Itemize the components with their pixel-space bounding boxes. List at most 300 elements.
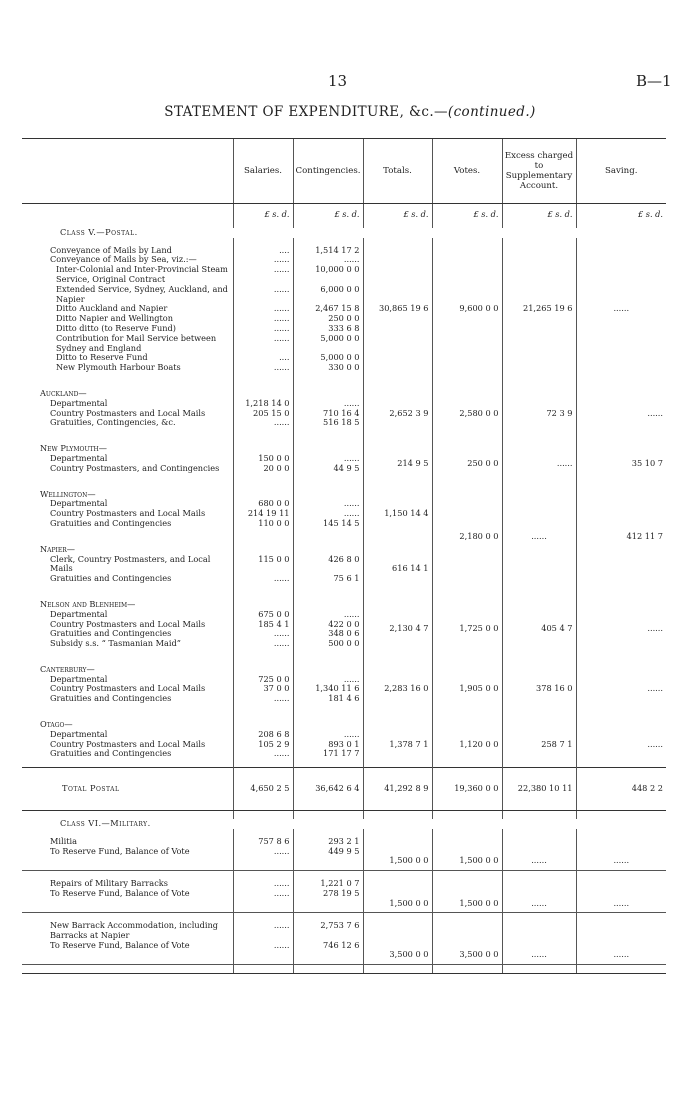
line-item-row (22, 921, 666, 941)
line-item-row (22, 730, 666, 740)
empty-cell (363, 941, 432, 951)
line-item-row (22, 454, 666, 464)
total-sal-value: 4,650 2 5 (233, 768, 293, 811)
spacer-cell (576, 428, 666, 436)
region-heading-row (22, 436, 666, 454)
spacer-cell (293, 704, 363, 712)
spacer-cell (293, 428, 363, 436)
salaries-value: ...... (233, 921, 293, 941)
line-item-label: New Barrack Accommodation, including Barracks at Napier (50, 921, 219, 940)
salaries-value: ...... (233, 285, 293, 305)
spacer-cell (293, 964, 363, 973)
line-item-label: Country Postmasters, and Contingencies (50, 463, 220, 473)
empty-cell (576, 837, 666, 847)
spacer-row (22, 870, 666, 879)
region-heading-row (22, 592, 666, 610)
section-heading: Class VI.—Military. (60, 819, 151, 829)
contingencies-value: 2,467 15 8 (293, 304, 363, 314)
empty-cell (293, 712, 363, 730)
region-heading-row (22, 381, 666, 399)
salaries-value: ...... (233, 418, 293, 428)
contingencies-value: 330 0 0 (293, 363, 363, 373)
line-item-label: Gratuities and Contingencies (50, 574, 172, 584)
spacer-row (22, 829, 666, 837)
spacer-row (22, 704, 666, 712)
line-item-label: Departmental (50, 453, 108, 463)
spacer-cell (432, 704, 502, 712)
spacer-row (22, 913, 666, 922)
salaries-value: ...... (233, 314, 293, 324)
empty-cell (233, 950, 293, 964)
empty-cell (432, 921, 502, 941)
empty-cell (363, 592, 432, 610)
contingencies-value: 1,340 11 6 (293, 684, 363, 694)
empty-cell (233, 381, 293, 399)
spacer-cell (22, 529, 233, 537)
excess-value: 258 7 1 (502, 730, 576, 759)
line-item-label: Subsidy s.s. “ Tasmanian Maid” (50, 639, 181, 649)
spacer-cell (502, 704, 576, 712)
contingencies-value: 181 4 6 (293, 694, 363, 704)
col-description (22, 139, 233, 204)
empty-cell (233, 856, 293, 870)
empty-cell (293, 899, 363, 913)
currency-label: £ s. d. (432, 204, 502, 228)
votes-value: 2,580 0 0 (432, 399, 502, 428)
empty-cell (363, 921, 432, 941)
line-item-label: Ditto ditto (to Reserve Fund) (56, 323, 176, 333)
spacer-cell (363, 964, 432, 973)
empty-cell (576, 712, 666, 730)
empty-cell (293, 381, 363, 399)
total-excess-value: 22,380 10 11 (502, 768, 576, 811)
currency-label: £ s. d. (293, 204, 363, 228)
spacer-cell (293, 529, 363, 537)
empty-cell (502, 592, 576, 610)
group-total-row (22, 899, 666, 913)
contingencies-value: ...... (293, 675, 363, 685)
empty-cell (233, 537, 293, 555)
currency-label: £ s. d. (502, 204, 576, 228)
document-reference: B—1 (636, 72, 672, 90)
contingencies-value: 5,000 0 0 (293, 353, 363, 363)
line-item-label: Gratuities, Contingencies, &c. (50, 418, 176, 428)
col-votes: Votes. (432, 139, 502, 204)
empty-cell (233, 899, 293, 913)
salaries-value: 1,218 14 0 (233, 399, 293, 409)
line-item-label: Departmental (50, 398, 108, 408)
spacer-cell (293, 829, 363, 837)
line-item-label: Conveyance of Mails by Sea, viz.:— (50, 255, 197, 265)
line-item-label: Inter-Colonial and Inter-Provincial Steam Service, Original Contract (56, 265, 228, 284)
spacer-cell (22, 811, 233, 820)
empty-cell (363, 657, 432, 675)
col-salaries: Salaries. (233, 139, 293, 204)
total-con-value: 36,642 6 4 (293, 768, 363, 811)
spacer-cell (502, 870, 576, 879)
page-title (0, 104, 700, 120)
spacer-cell (293, 913, 363, 922)
excess-value: ...... (502, 482, 576, 584)
spacer-cell (22, 829, 233, 837)
line-item-label: Ditto Napier and Wellington (56, 314, 174, 324)
spacer-cell (502, 811, 576, 820)
line-item-label: Repairs of Military Barracks (50, 878, 168, 888)
column-header-row (22, 139, 666, 204)
line-item-row (22, 675, 666, 685)
saving-value: ...... (576, 246, 666, 373)
region-heading-row (22, 657, 666, 675)
spacer-cell (432, 649, 502, 657)
salaries-value: 205 15 0 (233, 409, 293, 419)
empty-cell (576, 879, 666, 889)
empty-cell (432, 879, 502, 889)
line-item-label: Gratuities and Contingencies (50, 749, 172, 759)
spacer-row (22, 759, 666, 768)
empty-cell (432, 941, 502, 951)
spacer-cell (22, 584, 233, 592)
votes-value: 2,180 0 0 (432, 482, 502, 584)
votes-value: 3,500 0 0 (432, 950, 502, 964)
group-total-row (22, 950, 666, 964)
contingencies-value: 5,000 0 0 (293, 334, 363, 354)
line-item-label: To Reserve Fund, Balance of Vote (50, 846, 190, 856)
empty-cell (502, 381, 576, 399)
salaries-value: 105 2 9 (233, 740, 293, 750)
empty-cell (576, 436, 666, 454)
salaries-value: ...... (233, 265, 293, 285)
contingencies-value: 10,000 0 0 (293, 265, 363, 285)
salaries-value: .... (233, 353, 293, 363)
totals-value: 2,130 4 7 (363, 610, 432, 649)
salaries-value: ...... (233, 749, 293, 759)
spacer-cell (363, 649, 432, 657)
region-heading: Otago— (40, 719, 73, 730)
saving-value: ...... (576, 899, 666, 913)
spacer-cell (576, 759, 666, 768)
salaries-value: ...... (233, 941, 293, 951)
spacer-cell (293, 649, 363, 657)
empty-cell (363, 712, 432, 730)
spacer-cell (576, 964, 666, 973)
spacer-cell (22, 373, 233, 381)
spacer-cell (502, 428, 576, 436)
spacer-cell (432, 474, 502, 482)
spacer-cell (293, 870, 363, 879)
empty-cell (293, 592, 363, 610)
spacer-cell (233, 913, 293, 922)
group-total-row (22, 856, 666, 870)
line-item-label: Country Postmasters and Local Mails (50, 408, 206, 418)
spacer-cell (576, 474, 666, 482)
line-item-row (22, 399, 666, 409)
empty-cell (233, 657, 293, 675)
spacer-cell (363, 428, 432, 436)
salaries-value: ...... (233, 629, 293, 639)
votes-value: 1,120 0 0 (432, 730, 502, 759)
totals-value: 1,500 0 0 (363, 856, 432, 870)
spacer-row (22, 428, 666, 436)
totals-value: 1,500 0 0 (363, 899, 432, 913)
empty-cell (293, 482, 363, 500)
empty-cell (502, 921, 576, 941)
salaries-value: 20 0 0 (233, 464, 293, 474)
salaries-value: 150 0 0 (233, 454, 293, 464)
spacer-cell (576, 704, 666, 712)
empty-cell (363, 482, 432, 500)
spacer-cell (432, 373, 502, 381)
spacer-cell (363, 704, 432, 712)
votes-value: 9,600 0 0 (432, 246, 502, 373)
spacer-cell (233, 584, 293, 592)
salaries-value: 757 8 6 (233, 837, 293, 847)
spacer-cell (293, 811, 363, 820)
salaries-value: .... (233, 246, 293, 256)
saving-value: 412 11 7 (576, 482, 666, 584)
total-tot-value: 41,292 8 9 (363, 768, 432, 811)
line-item-label: Country Postmasters and Local Mails (50, 509, 206, 519)
line-item-label: Gratuities and Contingencies (50, 694, 172, 704)
line-item-label: Departmental (50, 729, 108, 739)
line-item-row (22, 879, 666, 889)
spacer-cell (233, 829, 293, 837)
spacer-cell (432, 829, 502, 837)
excess-value: ...... (502, 454, 576, 474)
currency-label: £ s. d. (363, 204, 432, 228)
spacer-cell (233, 964, 293, 973)
totals-value: 30,865 19 6 (363, 246, 432, 373)
contingencies-value: 422 0 0 (293, 620, 363, 630)
spacer-cell (502, 584, 576, 592)
empty-cell (576, 592, 666, 610)
salaries-value: ...... (233, 324, 293, 334)
contingencies-value: ...... (293, 399, 363, 409)
contingencies-value: 145 14 5 (293, 519, 363, 529)
spacer-cell (363, 529, 432, 537)
contingencies-value: ...... (293, 499, 363, 509)
salaries-value: 185 4 1 (233, 620, 293, 630)
empty-cell (293, 537, 363, 555)
spacer-row (22, 811, 666, 820)
line-item-row (22, 941, 666, 951)
spacer-cell (22, 704, 233, 712)
line-item-label: Departmental (50, 499, 108, 509)
spacer-cell (432, 584, 502, 592)
empty-cell (432, 712, 502, 730)
line-item-label: Country Postmasters and Local Mails (50, 684, 206, 694)
empty-cell (22, 950, 233, 964)
spacer-cell (502, 474, 576, 482)
spacer-cell (233, 704, 293, 712)
spacer-row (22, 373, 666, 381)
spacer-cell (576, 649, 666, 657)
spacer-cell (22, 964, 233, 973)
spacer-cell (576, 373, 666, 381)
salaries-value: ...... (233, 639, 293, 649)
section-heading-row (22, 228, 666, 238)
contingencies-value: 2,753 7 6 (293, 921, 363, 941)
currency-label: £ s. d. (233, 204, 293, 228)
spacer-row (22, 584, 666, 592)
contingencies-value: ...... (293, 610, 363, 620)
salaries-value: ...... (233, 889, 293, 899)
empty-cell (502, 941, 576, 951)
region-heading: New Plymouth— (40, 443, 107, 454)
excess-value: 405 4 7 (502, 610, 576, 649)
spacer-cell (432, 964, 502, 973)
spacer-cell (576, 913, 666, 922)
totals-value: 3,500 0 0 (363, 950, 432, 964)
excess-value: 21,265 19 6 (502, 246, 576, 373)
section-heading-row (22, 819, 666, 829)
spacer-cell (363, 829, 432, 837)
line-item-label: Ditto Auckland and Napier (56, 304, 168, 314)
contingencies-value: 449 9 5 (293, 847, 363, 857)
spacer-cell (432, 913, 502, 922)
spacer-cell (363, 474, 432, 482)
spacer-cell (432, 811, 502, 820)
empty-cell (576, 381, 666, 399)
contingencies-value: 893 0 1 (293, 740, 363, 750)
line-item-label: To Reserve Fund, Balance of Vote (50, 888, 190, 898)
saving-value: ...... (576, 950, 666, 964)
excess-value: ...... (502, 899, 576, 913)
expenditure-table (22, 138, 666, 974)
saving-value: ...... (576, 610, 666, 649)
salaries-value: 725 0 0 (233, 675, 293, 685)
region-heading: Napier— (40, 543, 75, 554)
line-item-label: Departmental (50, 674, 108, 684)
salaries-value: 110 0 0 (233, 519, 293, 529)
salaries-value: 214 19 11 (233, 509, 293, 519)
contingencies-value: 75 6 1 (293, 574, 363, 584)
line-item-label: New Plymouth Harbour Boats (56, 363, 181, 373)
empty-cell (576, 921, 666, 941)
spacer-cell (576, 584, 666, 592)
spacer-cell (363, 584, 432, 592)
totals-value: 616 14 1 (363, 555, 432, 584)
salaries-value: ...... (233, 304, 293, 314)
empty-cell (432, 592, 502, 610)
col-totals: Totals. (363, 139, 432, 204)
spacer-cell (502, 373, 576, 381)
line-item-row (22, 837, 666, 847)
contingencies-value: 6,000 0 0 (293, 285, 363, 305)
contingencies-value: 500 0 0 (293, 639, 363, 649)
empty-cell (432, 847, 502, 857)
spacer-cell (363, 811, 432, 820)
spacer-cell (293, 373, 363, 381)
line-item-label: Militia (50, 836, 78, 846)
empty-cell (502, 657, 576, 675)
col-contingencies: Contingencies. (293, 139, 363, 204)
line-item-label: Gratuities and Contingencies (50, 518, 172, 528)
region-heading-row (22, 482, 666, 500)
empty-cell (432, 381, 502, 399)
spacer-cell (502, 649, 576, 657)
empty-cell (502, 889, 576, 899)
empty-cell (233, 482, 293, 500)
empty-cell (22, 856, 233, 870)
empty-cell (363, 847, 432, 857)
empty-cell (502, 837, 576, 847)
region-heading-row (22, 712, 666, 730)
votes-value: 1,500 0 0 (432, 856, 502, 870)
salaries-value: ...... (233, 574, 293, 584)
empty-cell (363, 879, 432, 889)
spacer-cell (432, 870, 502, 879)
contingencies-value: ...... (293, 509, 363, 519)
spacer-cell (432, 428, 502, 436)
contingencies-value: ...... (293, 454, 363, 464)
spacer-cell (576, 811, 666, 820)
votes-value: 1,725 0 0 (432, 610, 502, 649)
contingencies-value: 426 8 0 (293, 555, 363, 575)
contingencies-value: 278 19 5 (293, 889, 363, 899)
region-heading: Nelson and Blenheim— (40, 598, 136, 609)
line-item-label: To Reserve Fund, Balance of Vote (50, 940, 190, 950)
spacer-cell (233, 474, 293, 482)
totals-value: 214 9 5 (363, 454, 432, 474)
spacer-cell (576, 829, 666, 837)
section-heading: Class V.—Postal. (60, 227, 138, 237)
spacer-cell (293, 759, 363, 768)
contingencies-value: 250 0 0 (293, 314, 363, 324)
empty-cell (233, 592, 293, 610)
spacer-cell (293, 584, 363, 592)
votes-value: 1,500 0 0 (432, 899, 502, 913)
saving-value: 35 10 7 (576, 454, 666, 474)
spacer-cell (363, 373, 432, 381)
line-item-label: Gratuities and Contingencies (50, 629, 172, 639)
line-item-label: Ditto to Reserve Fund (56, 353, 148, 363)
empty-cell (293, 856, 363, 870)
empty-cell (233, 436, 293, 454)
spacer-cell (502, 759, 576, 768)
empty-cell (432, 657, 502, 675)
empty-cell (233, 712, 293, 730)
line-item-row (22, 889, 666, 899)
title-main: STATEMENT OF EXPENDITURE, &c.— (164, 104, 448, 120)
spacer-cell (22, 913, 233, 922)
empty-cell (502, 879, 576, 889)
empty-cell (363, 837, 432, 847)
salaries-value: 208 6 8 (233, 730, 293, 740)
spacer-cell (293, 474, 363, 482)
votes-value: 250 0 0 (432, 454, 502, 474)
currency-row (22, 204, 666, 228)
contingencies-value: 333 6 8 (293, 324, 363, 334)
saving-value: ...... (576, 730, 666, 759)
empty-cell (432, 436, 502, 454)
totals-value: 1,150 14 4 (363, 499, 432, 528)
spacer-cell (363, 759, 432, 768)
empty-cell (363, 436, 432, 454)
spacer-cell (363, 913, 432, 922)
spacer-row (22, 474, 666, 482)
empty-cell (293, 657, 363, 675)
salaries-value: ...... (233, 255, 293, 265)
contingencies-value: 1,514 17 2 (293, 246, 363, 256)
empty-cell (502, 712, 576, 730)
region-heading: Canterbury— (40, 663, 95, 674)
line-item-label: Contribution for Mail Service between Sydney and England (56, 333, 217, 353)
empty-cell (576, 657, 666, 675)
total-vote-value: 19,360 0 0 (432, 768, 502, 811)
currency-label: £ s. d. (576, 204, 666, 228)
spacer-cell (363, 870, 432, 879)
empty-cell (363, 381, 432, 399)
